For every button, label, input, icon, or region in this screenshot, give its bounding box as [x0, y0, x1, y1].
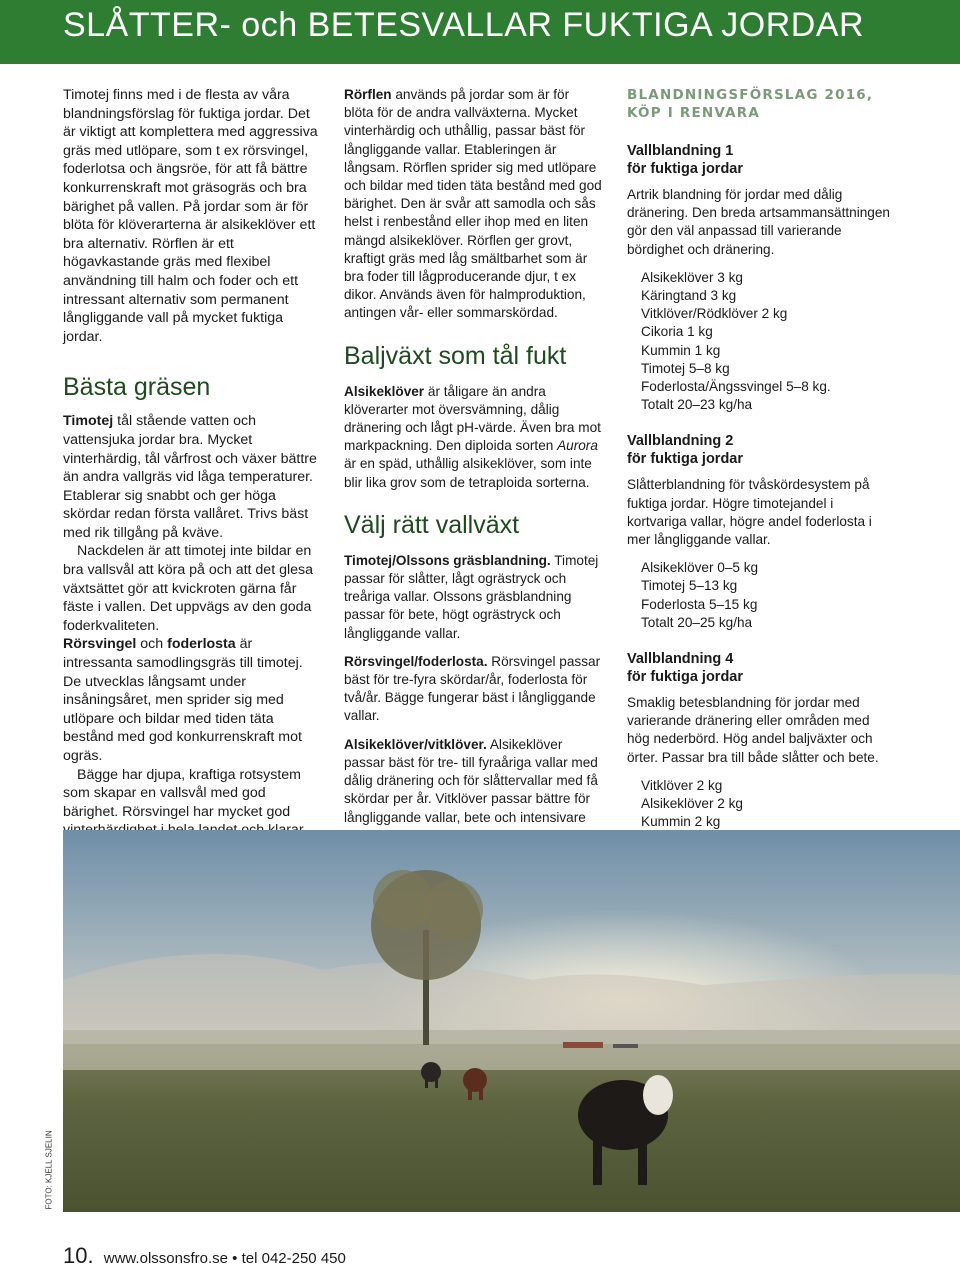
rorsvingel-foderlosta-text: Rörsvingel passar bäst för tre-fyra skördar/år, foderlosta för två/år. Bägge fungerar bäst i långliggande vallar.: [344, 653, 601, 724]
page-number: 10.: [63, 1243, 94, 1268]
mix2-name-line1: Vallblandning 2: [627, 433, 734, 450]
mix4-item: Alsikeklöver 2 kg: [641, 796, 743, 812]
mix2-name-line2: för fuktiga jordar: [627, 451, 744, 468]
alsikeklover-text-b: är en späd, uthållig alsikeklöver, som inte blir lika grov som de tetraploida sorterna.: [344, 456, 592, 490]
rorsvingel-term: Rörsvingel: [63, 636, 137, 653]
mix1-item: Kummin 1 kg: [641, 342, 721, 358]
column-1: [63, 86, 321, 896]
aurora-variety: Aurora: [557, 438, 598, 454]
mix2-name: [627, 432, 892, 468]
timotej-term: Timotej: [63, 413, 114, 430]
column-3: [627, 86, 892, 868]
timotej-olssons-text: Timotej passar för slåtter, lågt ogrästryck och treåriga vallar. Olssons gräsblandning passar för bete, högt ogrästryck och långliggande vallar.: [344, 552, 599, 641]
section-heading-valj: Välj rätt vallväxt: [344, 510, 520, 539]
mix1-name: [627, 142, 892, 178]
mix1-list: [641, 269, 892, 415]
phone-number: tel 042-250 450: [241, 1250, 346, 1267]
rotsystem-paragraph: Bägge har djupa, kraftiga rotsystem som skapar en vallsvål med god bärighet. Rörsvingel har mycket god: [63, 766, 301, 820]
rorflen-text: används på jordar som är för blöta för de andra vallväxterna. Mycket vinterhärdig och uthållig, passar bäst för långliggande vallar. Etableringen är långsam. Rörflen sprider sig med utlöpare och bildar med tiden täta bestånd med god bärighet. Den är svår att samodla och sås helst i renbestånd eller ihop med en liten mängd alsikeklöver. Rörflen ger grovt, kraftigt gräs med låg smältbarhet som är bra foder till lågproducerande djur, t ex dikor. Används även för halmproduktion, antingen vår- eller sommarskördad.: [344, 87, 602, 321]
rorsvingel-paragraph: [63, 635, 321, 765]
mix2-item: Totalt 20–25 kg/ha: [641, 614, 753, 630]
pasture-photo-svg: [63, 830, 960, 1212]
nackdel-paragraph: Nackdelen är att timotej inte bildar en bra vallsvål att köra på och att det glesa växtsättet gör att kvickroten gärna får fäste i vallen. Det uppvägs av den goda foderkvaliteten.: [63, 543, 313, 634]
mix4-description: Smaklig betesblandning för jordar med varierande dränering eller områden med hög nederbörd. Hög andel baljväxter och örter. Passar bra till både slåtter och bete.: [627, 695, 879, 765]
rorsvingel-foderlosta-term: Rörsvingel/foderlosta.: [344, 653, 488, 669]
rorsvingel-text: är intressanta samodlingsgräs till timotej. De utvecklas långsamt under insåningsåret, men sprider sig med utlöpare och bildar med tiden täta bestånd med god konkurrenskraft mot ogräs.: [63, 636, 303, 764]
mix1-item: Cikoria 1 kg: [641, 324, 713, 340]
mix1-item: Totalt 20–23 kg/ha: [641, 397, 753, 413]
page-footer: [63, 1243, 346, 1269]
alsike-vitklover-term: Alsikeklöver/vitklöver.: [344, 736, 487, 752]
timotej-text: tål stående vatten och vattensjuka jordar bra. Mycket vinterhärdig, tål vårfrost och växer bättre än andra vallgräs vid låga temperaturer. Etablerar sig snabbt och ger höga skördar redan första vallåret. Trivs bäst med rik tillgång på kväve.: [63, 413, 317, 541]
photo-credit: [42, 1130, 56, 1212]
alsike-vitklover-paragraph: [344, 736, 602, 845]
column-2: [344, 86, 602, 928]
mix1-item: Timotej 5–8 kg: [641, 360, 730, 376]
mist: [63, 1044, 960, 1070]
rorflen-paragraph: [344, 86, 602, 323]
mix4-name: [627, 650, 892, 686]
rorsvingel-foderlosta-paragraph: [344, 653, 602, 726]
mix2-list: [641, 559, 892, 632]
horizon-treeline: [63, 1030, 960, 1044]
mix2-item: Alsikeklöver 0–5 kg: [641, 560, 759, 576]
footer-bullet: •: [232, 1250, 238, 1267]
section-heading-baljvaxt: Baljväxt som tål fukt: [344, 341, 567, 370]
section-heading-basta-grasen: Bästa gräsen: [63, 373, 211, 402]
mix1-item: Foderlosta/Ängssvingel 5–8 kg.: [641, 379, 831, 395]
alsikeklover-paragraph: [344, 383, 602, 492]
intro-paragraph: Timotej finns med i de flesta av våra blandningsförslag för fuktiga jordar. Det är viktigt att komplettera med aggressiva gräs med utlöpare, som t ex rörsvingel, foderlotsa och ängsröe, för att få bättre konkurrenskraft mot gräsogräs och bra bärighet på vallen. På jordar som är för blöta för klöverarterna är alsikeklöver ett bra alternativ. Rörflen är ett högavkastande gräs med flexibel användning till halm och foder och ett intressant alternativ som permanent långliggande vall på mycket fuktiga jordar.: [63, 87, 318, 345]
foderlosta-term: foderlosta: [167, 636, 236, 653]
photo-credit-text: FOTO: KJELL SJELIN: [44, 1130, 54, 1210]
mix1-item: Alsikeklöver 3 kg: [641, 269, 743, 285]
mix1-name-line2: för fuktiga jordar: [627, 161, 744, 177]
rorflen-term: Rörflen: [344, 87, 392, 102]
mix2-item: Foderlosta 5–15 kg: [641, 596, 758, 612]
blandningsforslag-heading-line1: BLANDNINGSFÖRSLAG 2016,: [627, 87, 874, 103]
mix2-item: Timotej 5–13 kg: [641, 578, 738, 594]
page-title: SLÅTTER- och BETESVALLAR FUKTIGA JORDAR: [63, 6, 865, 44]
mix4-name-line1: Vallblandning 4: [627, 651, 734, 668]
page-header: [0, 0, 960, 64]
timotej-olssons-paragraph: [344, 552, 602, 643]
conjunction: och: [136, 636, 168, 653]
mix1-item: Vitklöver/Rödklöver 2 kg: [641, 306, 788, 322]
timotej-olssons-term: Timotej/Olssons gräsblandning.: [344, 552, 551, 568]
blandningsforslag-heading: [627, 86, 892, 122]
mix4-item: Kummin 2 kg: [641, 814, 721, 830]
alsike-vitklover-text: Alsikeklöver passar bäst för tre- till fyraåriga vallar med dålig dränering och för slåttervallar med få skördar per år. Vitklöver passar bättre för långliggande vallar, bete och intensivare: [344, 736, 598, 825]
alsikeklover-text-a: är tåligare än andra klöverarter mot översvämning, dålig dränering och lågt pH-värde. Även bra mot markpackning. Den diploida sorten: [344, 383, 601, 454]
mix2-description: Slåtterblandning för tvåskördesystem på fuktiga jordar. Högre timotejandel i kortvariga vallar, högre andel foderlosta i mer långliggande vallar.: [627, 477, 872, 548]
mix1-item: Käringtand 3 kg: [641, 288, 737, 304]
mix1-name-line1: Vallblandning 1: [627, 143, 734, 159]
mix4-name-line2: för fuktiga jordar: [627, 669, 744, 686]
website-link[interactable]: www.olssonsfro.se: [103, 1250, 228, 1267]
alsikeklover-term: Alsikeklöver: [344, 383, 425, 399]
blandningsforslag-heading-line2: KÖP I RENVARA: [627, 105, 760, 121]
mix1-description: Artrik blandning för jordar med dålig dränering. Den breda artsammansättningen gör den väl anpassad till varierande bördighet och dränering.: [627, 187, 890, 257]
mix4-item: Vitklöver 2 kg: [641, 777, 723, 793]
timotej-paragraph: [63, 412, 321, 542]
pasture-photo: [63, 830, 960, 1212]
